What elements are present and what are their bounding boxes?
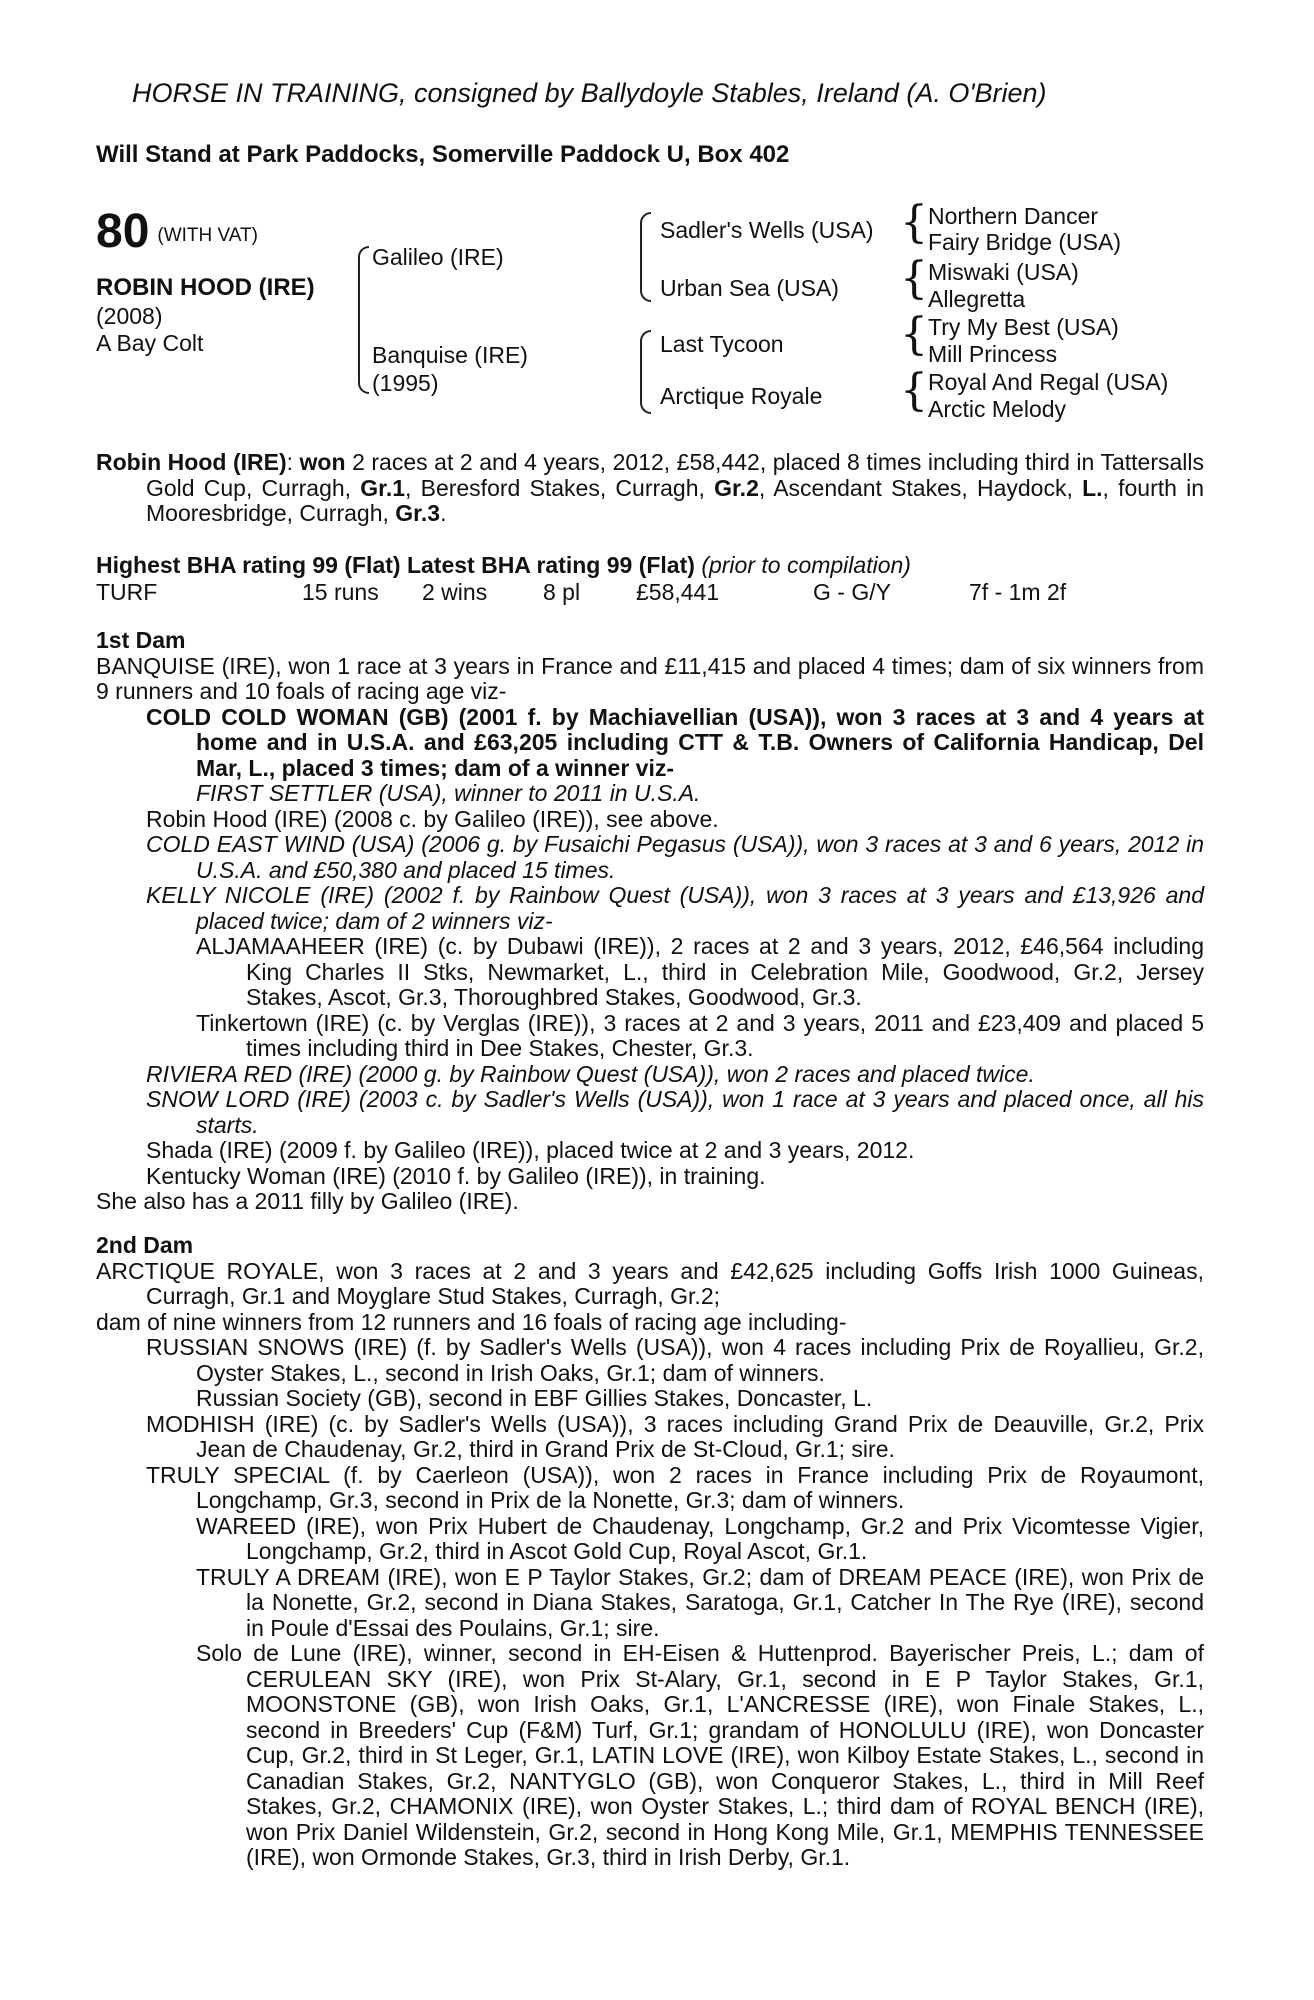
pedigree-ssd: Fairy Bridge (USA) bbox=[928, 229, 1121, 255]
summary-text: , fourth in Mooresbridge, Curragh, bbox=[146, 474, 1205, 526]
pedigree-dam-year: (1995) bbox=[372, 370, 439, 396]
horse-name: ROBIN HOOD (IRE) bbox=[96, 274, 315, 301]
produce-entry: Solo de Lune (IRE), winner, second in EH-Eisen & Huttenprod. Bayerischer Preis, L.; dam of CERULEAN SKY (IRE), won Prix St-Alary, Gr.1, second in E P Taylor Stakes, Gr.1, MOONSTONE (GB), won Irish Oaks, Gr.1, L'ANCRESSE (IRE), won Finale Stakes, L., second in Breeders' Cup (F&M) Turf, Gr.1; grandam of HONOLULU (IRE), won Doncaster Cup, Gr.2, third in St Leger, Gr.1, LATIN LOVE (IRE), won Kilboy Estate Stakes, L., second in Canadian Stakes, Gr.2, NANTYGLO (GB), won Conqueror Stakes, L., third in Mill Reef Stakes, Gr.2, CHAMONIX (IRE), won Oyster Stakes, L.; third dam of ROYAL BENCH (IRE), won Prix Daniel Wildenstein, Gr.2, second in Hong Kong Mile, Gr.1, MEMPHIS TENNESSEE (IRE), won Ormonde Stakes, Gr.3, third in Irish Derby, Gr.1. bbox=[196, 1640, 1204, 1870]
pedigree-sire-sire: Sadler's Wells (USA) bbox=[660, 217, 874, 243]
first-dam-heading: 1st Dam bbox=[96, 627, 186, 653]
pedigree-dsd: Mill Princess bbox=[928, 341, 1058, 367]
pedigree-bracket bbox=[640, 212, 651, 302]
pedigree-dam-dam: Arctique Royale bbox=[660, 383, 823, 409]
produce-entry: Shada (IRE) (2009 f. by Galileo (IRE)), placed twice at 2 and 3 years, 2012. bbox=[146, 1137, 915, 1163]
stat-distance: 7f - 1m 2f bbox=[969, 579, 1067, 605]
produce-entry: ALJAMAAHEER (IRE) (c. by Dubawi (IRE)), 2 races at 2 and 3 years, 2012, £46,564 including King Charles II Stks, Newmarket, L., third in Celebration Mile, Goodwood, Gr.2, Jersey Stakes, Ascot, Gr.3, Thoroughbred Stakes, Goodwood, Gr.3. bbox=[196, 933, 1204, 1010]
summary-text: , Ascendant Stakes, Haydock, bbox=[758, 474, 1083, 501]
pedigree-dam: Banquise (IRE) bbox=[372, 342, 528, 368]
produce-entry: Kentucky Woman (IRE) (2010 f. by Galileo (IRE)), in training. bbox=[146, 1162, 766, 1189]
summary-won: won bbox=[299, 449, 346, 475]
summary-text: 2 races at 2 and 4 years, 2012, £58,442, placed 8 times including third in Tattersalls Gold Cup, Curragh, bbox=[146, 449, 1204, 501]
produce-entry: KELLY NICOLE (IRE) (2002 f. by Rainbow Quest (USA)), won 3 races at 3 years and £13,926 and placed twice; dam of 2 winners viz- bbox=[146, 882, 1204, 934]
stat-wins: 2 wins bbox=[422, 579, 488, 605]
produce-entry: SNOW LORD (IRE) (2003 c. by Sadler's Wells (USA)), won 1 race at 3 years and placed once, all his starts. bbox=[146, 1086, 1204, 1138]
summary-grade: Gr.1 bbox=[360, 474, 406, 501]
rating-heading-row bbox=[96, 553, 1204, 579]
produce-entry: TRULY A DREAM (IRE), won E P Taylor Stakes, Gr.2; dam of DREAM PEACE (IRE), won Prix de la Nonette, Gr.2, second in Diana Stakes, Saratoga, Gr.1, Catcher In The Rye (IRE), second in Poule d'Essai des Poulains, Gr.1; sire. bbox=[196, 1563, 1204, 1641]
pedigree-dss: Try My Best (USA) bbox=[928, 314, 1119, 340]
pedigree-dds: Royal And Regal (USA) bbox=[928, 369, 1169, 395]
rating-heading: Highest BHA rating 99 (Flat) Latest BHA rating 99 (Flat) bbox=[96, 552, 695, 578]
pedigree-sss: Northern Dancer bbox=[928, 203, 1099, 229]
stat-runs: 15 runs bbox=[302, 579, 379, 605]
summary-grade: L. bbox=[1082, 474, 1103, 501]
pedigree-sdd: Allegretta bbox=[928, 286, 1026, 312]
rating-note: (prior to compilation) bbox=[701, 552, 911, 578]
produce-entry: She also has a 2011 filly by Galileo (IRE). bbox=[96, 1188, 519, 1214]
produce-entry: COLD EAST WIND (USA) (2006 g. by Fusaichi Pegasus (USA)), won 3 races at 3 and 6 years, 2012 in U.S.A. and £50,380 and placed 15 times. bbox=[146, 831, 1204, 883]
horse-description: A Bay Colt bbox=[96, 330, 204, 356]
produce-entry: RIVIERA RED (IRE) (2000 g. by Rainbow Quest (USA)), won 2 races and placed twice. bbox=[146, 1060, 1035, 1087]
pedigree-sds: Miswaki (USA) bbox=[928, 259, 1079, 285]
stat-surface: TURF bbox=[96, 579, 158, 605]
summary-grade: Gr.3 bbox=[395, 500, 441, 526]
pedigree-sire-dam: Urban Sea (USA) bbox=[660, 275, 839, 301]
stand-location: Will Stand at Park Paddocks, Somerville Paddock U, Box 402 bbox=[96, 141, 790, 168]
produce-entry: FIRST SETTLER (USA), winner to 2011 in U.S.A. bbox=[196, 780, 701, 806]
summary-text: , Beresford Stakes, Curragh, bbox=[405, 474, 715, 501]
pedigree-bracket bbox=[358, 246, 369, 394]
dam-record: BANQUISE (IRE), won 1 race at 3 years in France and £11,415 and placed 4 times; dam of six winners from 9 runners and 10 foals of racing age viz- bbox=[96, 652, 1204, 704]
second-dam-heading: 2nd Dam bbox=[96, 1232, 194, 1258]
pedigree-brace: { bbox=[900, 309, 928, 360]
pedigree-sire: Galileo (IRE) bbox=[372, 244, 504, 270]
vat-label: (WITH VAT) bbox=[157, 225, 258, 246]
pedigree-dam-sire: Last Tycoon bbox=[660, 331, 784, 357]
race-summary: Robin Hood (IRE): won 2 races at 2 and 4 years, 2012, £58,442, placed 8 times including third in Tattersalls Gold Cup, Curragh, Gr.1, Beresford Stakes, Curragh, Gr.2, Ascendant Stakes, Haydock, L., fourth in Mooresbridge, Curragh, Gr.3. bbox=[96, 449, 1205, 526]
pedigree-bracket bbox=[640, 330, 651, 414]
produce-entry: TRULY SPECIAL (f. by Caerleon (USA)), won 2 races in France including Prix de Royaumont, Longchamp, Gr.3, second in Prix de la Nonette, Gr.3; dam of winners. bbox=[146, 1461, 1204, 1513]
dam-record: dam of nine winners from 12 runners and 16 foals of racing age including- bbox=[96, 1308, 847, 1335]
produce-entry: Robin Hood (IRE) (2008 c. by Galileo (IRE)), see above. bbox=[146, 805, 719, 832]
lot-number: 80 bbox=[96, 205, 150, 258]
pedigree-brace: { bbox=[900, 197, 928, 248]
produce-entry: COLD COLD WOMAN (GB) (2001 f. by Machiavellian (USA)), won 3 races at 3 and 4 years at home and in U.S.A. and £63,205 including CTT & T.B. Owners of California Handicap, Del Mar, L., placed 3 times; dam of a winner viz- bbox=[146, 703, 1204, 781]
stat-going: G - G/Y bbox=[813, 579, 891, 605]
produce-entry: Tinkertown (IRE) (c. by Verglas (IRE)), 3 races at 2 and 3 years, 2011 and £23,409 and placed 5 times including third in Dee Stakes, Chester, Gr.3. bbox=[196, 1009, 1204, 1061]
pedigree-brace: { bbox=[900, 253, 928, 304]
pedigree-ddd: Arctic Melody bbox=[928, 396, 1067, 422]
dam-record: ARCTIQUE ROYALE, won 3 races at 2 and 3 years and £42,625 including Goffs Irish 1000 Guineas, Curragh, Gr.1 and Moyglare Stud Stakes, Curragh, Gr.2; bbox=[96, 1257, 1204, 1309]
second-dam-section bbox=[96, 1233, 1204, 1871]
lot-number-block bbox=[96, 204, 258, 259]
first-dam-section bbox=[96, 628, 1204, 1215]
produce-entry: WAREED (IRE), won Prix Hubert de Chaudenay, Longchamp, Gr.2 and Prix Vicomtesse Vigier, Longchamp, Gr.2, third in Ascot Gold Cup, Royal Ascot, Gr.1. bbox=[196, 1512, 1204, 1564]
produce-entry: RUSSIAN SNOWS (IRE) (f. by Sadler's Wells (USA)), won 4 races including Prix de Royallieu, Gr.2, Oyster Stakes, L., second in Irish Oaks, Gr.1; dam of winners. bbox=[146, 1334, 1204, 1386]
summary-horse-name: Robin Hood (IRE) bbox=[96, 449, 287, 475]
summary-grade: Gr.2 bbox=[714, 474, 759, 501]
produce-entry: MODHISH (IRE) (c. by Sadler's Wells (USA)), 3 races including Grand Prix de Deauville, Gr.2, Prix Jean de Chaudenay, Gr.2, third in Grand Prix de St-Cloud, Gr.1; sire. bbox=[146, 1410, 1204, 1462]
stat-earnings: £58,441 bbox=[636, 579, 720, 605]
produce-entry: Russian Society (GB), second in EBF Gillies Stakes, Doncaster, L. bbox=[196, 1385, 873, 1411]
horse-year: (2008) bbox=[96, 303, 163, 329]
pedigree-brace: { bbox=[900, 365, 928, 416]
consignor-heading: HORSE IN TRAINING, consigned by Ballydoyle Stables, Ireland (A. O'Brien) bbox=[132, 78, 1047, 108]
stat-placed: 8 pl bbox=[543, 579, 581, 605]
